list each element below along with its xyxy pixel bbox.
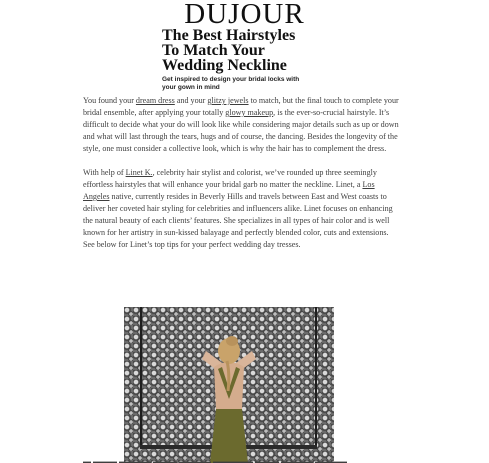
article-headline [162, 28, 342, 73]
headline-line: To Match Your [162, 42, 265, 59]
text-run: and your [174, 96, 208, 105]
text-run: native, currently resides in Beverly Hills and travels between East and West coasts to deliver her coveted hair styling for celebrities and influencers alike. Linet focuses on enhancing the natural beauty of each clients’ features. She specializes in all types of hair color and is well known for her artistry in sun-kissed balayage and perfectly blended color, cuts and extensions. See below for Linet’s top tips for your perfect wedding day tresses. [83, 192, 393, 249]
article-body [83, 95, 401, 263]
link-dream-dress[interactable]: dream dress [135, 96, 175, 105]
article-header [162, 28, 342, 91]
headline-line: Wedding Neckline [162, 57, 287, 74]
link-glitzy-jewels[interactable]: glitzy jewels [207, 96, 249, 105]
text-run: to match, but the final touch to complete your bridal ensemble, after applying your totally [83, 96, 399, 117]
swing-rope-left [140, 307, 142, 447]
link-glowy-makeup[interactable]: glowy makeup [225, 108, 274, 117]
article-dek [162, 76, 342, 91]
dek-line: Get inspired to design your bridal locks with [162, 76, 300, 83]
woman-figure [192, 329, 266, 463]
article-photo [124, 307, 334, 463]
text-run: , celebrity hair stylist and colorist, we’ve rounded up three seemingly effortless hairstyles that will enhance your bridal garb no matter the neckline. Linet, a [83, 168, 377, 189]
text-run: , is the ever-so-crucial hairstyle. It’s difficult to decide what your do will look like while considering major details such as up or down and what will last through the tears, hugs and of course, the dancing. Besides the longevity of the style, one must consider a collective look, which is why the hair has to complement the dress. [83, 108, 399, 153]
paragraph-stylist [83, 167, 401, 251]
text-run: You found your [83, 96, 136, 105]
cropped-next-line: ▬ ▬▬▬ ▬▬▬▬ ▬▬▬ ▬▬▬▬ ▬▬▬▬▬ ▬▬▬ ▬▬▬▬ ▬▬▬▬ [83, 457, 347, 463]
link-linet-k[interactable]: Linet K. [125, 168, 153, 177]
swing-rope-right [315, 307, 317, 447]
brand-logo[interactable]: DUJOUR [184, 0, 305, 30]
paragraph-intro [83, 95, 401, 155]
dek-line: your gown in mind [162, 83, 220, 91]
headline-line: The Best Hairstyles [162, 27, 296, 44]
link-los-angeles[interactable]: Los Angeles [83, 180, 375, 201]
text-run: With help of [83, 168, 126, 177]
